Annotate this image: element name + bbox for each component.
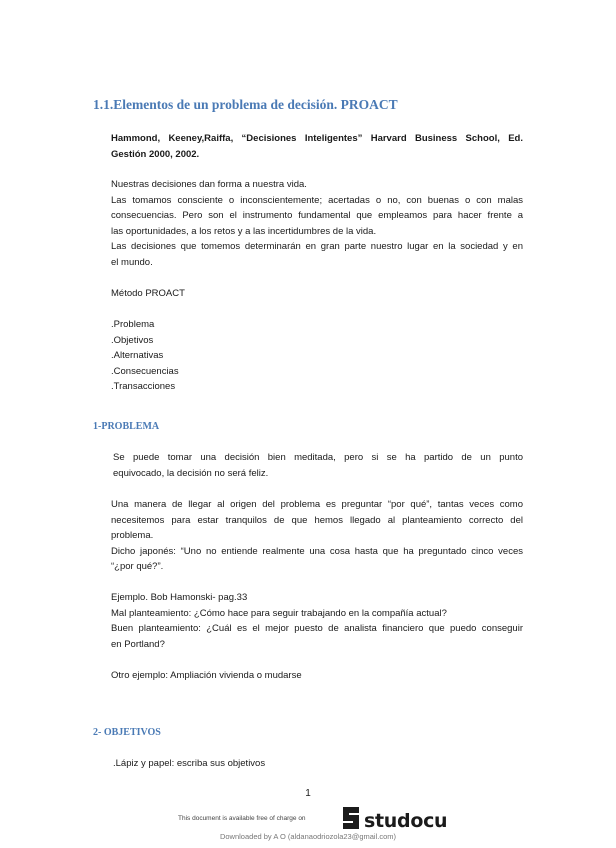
intro-line: Las tomamos consciente o inconscientemente; acertadas o no, con buenas o con malas (111, 194, 523, 206)
example-line: Mal planteamiento: ¿Cómo hace para seguir trabajando en la compañía actual? (111, 607, 447, 619)
method-item: .Objetivos (111, 334, 154, 346)
example-line: Ejemplo. Bob Hamonski- pag.33 (111, 592, 248, 603)
method-item: .Transacciones (111, 381, 176, 392)
method-title (111, 286, 523, 302)
reference-line-2: Gestión 2000, 2002. (111, 149, 200, 160)
intro-line: Las decisiones que tomemos determinarán en gran parte nuestro lugar en la sociedad y en (111, 241, 523, 252)
intro-line: Nuestras decisiones dan forma a nuestra vida. (111, 179, 307, 190)
bibliographic-reference (111, 131, 523, 163)
paragraph-line: “¿por qué?”. (111, 561, 164, 572)
problem-example (111, 590, 523, 652)
intro-line: el mundo. (111, 256, 153, 268)
paragraph-line: equivocado, la decisión no será feliz. (113, 467, 269, 479)
objectives-item (113, 756, 525, 772)
paragraph-line: problema. (111, 530, 154, 541)
studocu-logo-text: studocu (364, 809, 448, 832)
footer-availability-note: This document is available free of charge on (178, 815, 306, 822)
section-1-title: 1-PROBLEMA (93, 421, 160, 432)
method-item: .Alternativas (111, 350, 164, 361)
paragraph-line: Una manera de llegar al origen del problema es preguntar “por qué”, tantas veces como (111, 499, 523, 510)
example-line: Buen planteamiento: ¿Cuál es el mejor puesto de analista financiero que puedo conseguir (111, 623, 523, 634)
example-line: Otro ejemplo: Ampliación vivienda o mudarse (111, 670, 302, 681)
download-note: Downloaded by A O (aldanaodriozola23@gmail.com) (219, 832, 397, 841)
reference-line-1: Hammond, Keeney,Raiffa, “Decisiones Inteligentes” Harvard Business School, Ed. (111, 133, 523, 144)
objectives-line: .Lápiz y papel: escriba sus objetivos (113, 758, 266, 769)
paragraph-line: Se puede tomar una decisión bien meditada, pero si se ha partido de un punto (113, 452, 523, 463)
section-heading: 1.1.Elementos de un problema de decisión. PROACT (93, 97, 398, 112)
paragraph-line: necesitemos para estar tranquilos de que hemos llegado al planteamiento correcto del (111, 514, 523, 526)
intro-paragraph (111, 177, 523, 270)
section-2-title: 2- OBJETIVOS (93, 727, 161, 738)
page-number: 1 (305, 788, 311, 799)
method-item: .Consecuencias (111, 365, 179, 377)
method-title-text: Método PROACT (111, 288, 185, 299)
intro-line: las oportunidades, a los retos y a las incertidumbres de la vida. (111, 225, 377, 237)
problem-paragraph-2 (111, 497, 523, 575)
intro-line: consecuencias. Pero son el instrumento fundamental que empleamos para hacer frente a (111, 210, 523, 221)
example-line: en Portland? (111, 638, 165, 650)
problem-other-example (111, 668, 523, 684)
paragraph-line: Dicho japonés: “Uno no entiende realmente una cosa hasta que ha preguntado cinco veces (111, 545, 523, 557)
method-list (111, 317, 523, 395)
method-item: .Problema (111, 319, 155, 330)
problem-paragraph-1 (113, 450, 523, 481)
